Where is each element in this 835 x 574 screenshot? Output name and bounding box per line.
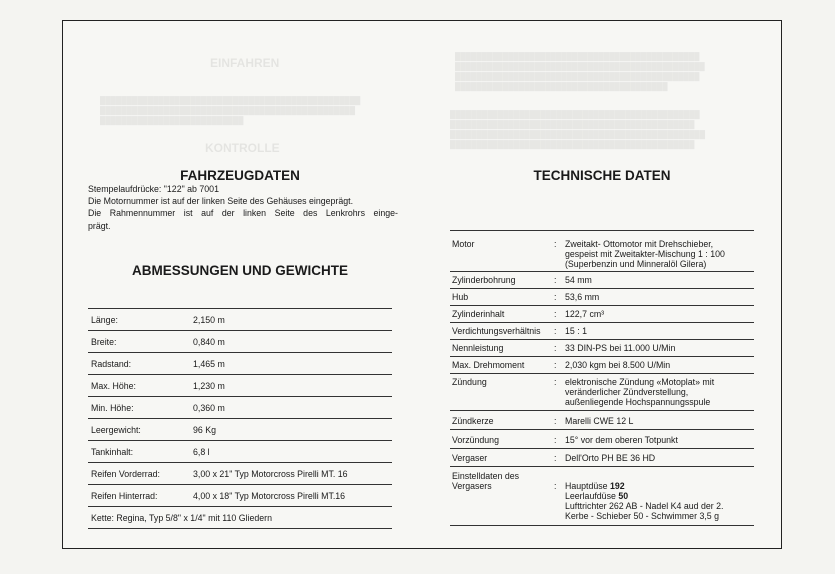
table-row — [450, 449, 754, 467]
value-line — [565, 491, 753, 501]
table-row — [450, 289, 754, 306]
value-line: elektronische Zündung «Motoplat» mit — [565, 377, 715, 387]
row-value: 2,150 m — [193, 315, 225, 325]
row-label: Leergewicht: — [91, 425, 141, 435]
row-label: Vorzündung — [452, 435, 499, 445]
row-value: 0,360 m — [193, 403, 225, 413]
row-label: Reifen Hinterrad: — [91, 491, 158, 501]
colon: : — [554, 326, 557, 336]
row-value: 96 Kg — [193, 425, 216, 435]
table-row — [450, 306, 754, 323]
value-line: (Superbenzin und Minneralöl Gilera) — [565, 259, 707, 269]
row-value: 4,00 x 18" Typ Motorcross Pirelli MT.16 — [193, 491, 346, 501]
row-value: 15 : 1 — [565, 326, 588, 336]
vehicle-data-text — [88, 183, 398, 232]
table-row — [88, 375, 392, 397]
value-line: Zweitakt- Ottomotor mit Drehschieber, — [565, 239, 714, 249]
row-label: Verdichtungsverhältnis — [452, 326, 541, 336]
value-line: außenliegende Hochspannungsspule — [565, 397, 711, 407]
row-value: 54 mm — [565, 275, 592, 285]
section-title-vehicle-data: FAHRZEUGDATEN — [180, 168, 300, 183]
row-value: 2,030 kgm bei 8.500 U/Min — [565, 360, 671, 370]
value-line — [565, 481, 753, 491]
colon: : — [554, 435, 557, 445]
row-label: Länge: — [91, 315, 118, 325]
row-label: Zylinderbohrung — [452, 275, 516, 285]
table-row — [88, 419, 392, 441]
row-value: Marelli CWE 12 L — [565, 416, 634, 426]
row-value: 0,840 m — [193, 337, 225, 347]
section-title-dimensions: ABMESSUNGEN UND GEWICHTE — [131, 263, 348, 278]
row-value: 3,00 x 21" Typ Motorcross Pirelli MT. 16 — [193, 469, 348, 479]
row-label: Zylinderinhalt — [452, 309, 505, 319]
row-value — [565, 239, 753, 269]
value-text: Leerlaufdüse — [565, 491, 619, 501]
row-value — [565, 377, 753, 407]
colon: : — [554, 309, 557, 319]
table-row-chain — [88, 507, 392, 529]
row-label: Max. Drehmoment — [452, 360, 525, 370]
table-row — [450, 374, 754, 411]
table-row — [88, 463, 392, 485]
row-label: Max. Höhe: — [91, 381, 136, 391]
table-row — [88, 485, 392, 507]
row-value: 15° vor dem oberen Totpunkt — [565, 435, 678, 445]
row-label: Motor — [452, 239, 475, 249]
frame-number-text: Die Rahmennummer ist auf der linken Seite des Lenkrohrs einge- — [88, 208, 398, 219]
table-row — [450, 272, 754, 289]
row-label: Min. Höhe: — [91, 403, 134, 413]
colon: : — [554, 416, 557, 426]
value-bold: 50 — [618, 491, 629, 501]
colon: : — [554, 292, 557, 302]
row-value: 53,6 mm — [565, 292, 600, 302]
technical-data-table — [450, 230, 754, 526]
value-line: gespeist mit Zweitakter-Mischung 1 : 100 — [565, 249, 725, 259]
table-row — [450, 340, 754, 357]
value-line: Kerbe - Schieber 50 - Schwimmer 3,5 g — [565, 511, 720, 521]
row-label: Breite: — [91, 337, 117, 347]
value-line: Lufttrichter 262 AB - Nadel K4 aud der 2. — [565, 501, 724, 511]
row-value: Dell'Orto PH BE 36 HD — [565, 453, 656, 463]
section-title-technical-data: TECHNISCHE DATEN — [533, 168, 671, 183]
row-label: Radstand: — [91, 359, 132, 369]
table-row — [88, 309, 392, 331]
row-label: Nennleistung — [452, 343, 504, 353]
row-label: Hub — [452, 292, 469, 302]
chain-text: Kette: Regina, Typ 5/8" x 1/4" mit 110 Gliedern — [91, 513, 272, 523]
row-label: Zündkerze — [452, 416, 494, 426]
colon: : — [554, 453, 557, 463]
value-text: Hauptdüse — [565, 481, 610, 491]
table-row — [88, 331, 392, 353]
row-value: 1,230 m — [193, 381, 225, 391]
colon: : — [554, 239, 557, 249]
row-value — [565, 481, 753, 521]
dimensions-table — [88, 308, 392, 529]
row-value: 33 DIN-PS bei 11.000 U/Min — [565, 343, 676, 353]
engine-number-text: Die Motornummer ist auf der linken Seite des Gehäuses eingeprägt. — [88, 196, 354, 207]
table-row — [88, 353, 392, 375]
colon: : — [554, 360, 557, 370]
row-value: 1,465 m — [193, 359, 225, 369]
table-row — [450, 430, 754, 449]
table-row — [450, 411, 754, 430]
table-row — [450, 231, 754, 272]
row-label: Zündung — [452, 377, 487, 387]
colon: : — [554, 481, 557, 491]
value-line: veränderlicher Zündverstellung, — [565, 387, 689, 397]
row-value: 122,7 cm³ — [565, 309, 605, 319]
value-bold: 192 — [610, 481, 625, 491]
row-label: Tankinhalt: — [91, 447, 134, 457]
colon: : — [554, 343, 557, 353]
table-row — [450, 467, 754, 526]
row-value: 6,8 l — [193, 447, 210, 457]
row-label: Vergaser — [452, 453, 488, 463]
colon: : — [554, 377, 557, 387]
table-row — [88, 397, 392, 419]
stamp-text: Stempelaufdrücke: "122" ab 7001 — [88, 184, 219, 194]
frame-number-text-end: prägt. — [88, 220, 111, 231]
table-row — [450, 357, 754, 374]
table-row — [450, 323, 754, 340]
colon: : — [554, 275, 557, 285]
row-label: Reifen Vorderrad: — [91, 469, 160, 479]
table-row — [88, 441, 392, 463]
row-label: Einstelldaten des Vergasers — [452, 471, 519, 491]
